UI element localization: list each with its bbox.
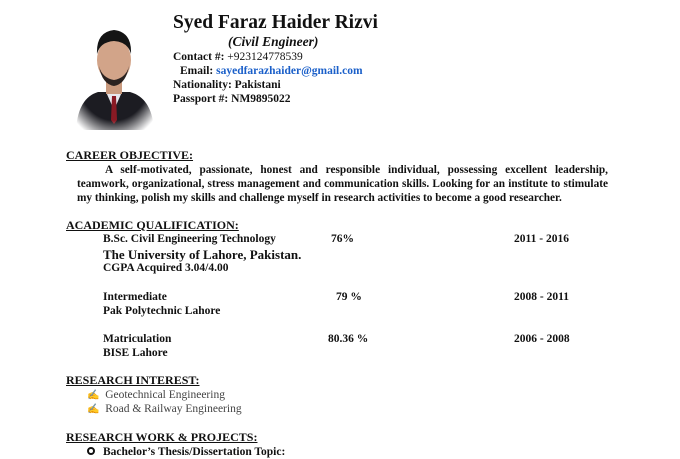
passport: Passport #: NM9895022 xyxy=(173,93,291,105)
job-title: (Civil Engineer) xyxy=(228,34,319,49)
degree: Intermediate xyxy=(103,291,167,303)
contact-label: Contact #: xyxy=(173,51,225,63)
career-objective-text: A self-motivated, passionate, honest and responsible individual, possessing excellent leadership, teamwork, organizational, stress management and communication skills. Looking for an institute to stimulate my thinking, polish my skills and challenge myself in research activities to become a good researcher. xyxy=(77,164,608,204)
contact-line xyxy=(173,51,303,64)
email-line: Email: sayedfarazhaider@gmail.com xyxy=(180,65,363,77)
score: 76% xyxy=(331,233,354,245)
email-label: Email xyxy=(180,65,210,77)
circle-bullet-icon xyxy=(87,447,95,455)
years: 2011 - 2016 xyxy=(514,233,569,245)
years: 2006 - 2008 xyxy=(514,333,570,345)
email-link[interactable]: sayedfarazhaider@gmail.com xyxy=(216,65,363,77)
list-item: ✍ Road & Railway Engineering xyxy=(87,403,242,415)
cgpa: CGPA Acquired 3.04/4.00 xyxy=(103,262,229,274)
degree: Matriculation xyxy=(103,333,172,345)
research-interest-heading: RESEARCH INTEREST: xyxy=(66,373,200,387)
institute: The University of Lahore, Pakistan. xyxy=(103,247,302,262)
nationality: Nationality: Pakistani xyxy=(173,79,281,91)
years: 2008 - 2011 xyxy=(514,291,569,303)
candidate-name: Syed Faraz Haider Rizvi xyxy=(173,12,378,33)
degree: B.Sc. Civil Engineering Technology xyxy=(103,233,276,245)
research-work-heading: RESEARCH WORK & PROJECTS: xyxy=(66,430,258,444)
career-objective-heading: CAREER OBJECTIVE: xyxy=(66,148,194,162)
profile-photo xyxy=(68,10,160,130)
score: 79 % xyxy=(336,291,362,303)
list-item: Bachelor’s Thesis/Dissertation Topic: xyxy=(87,446,285,459)
institute: Pak Polytechnic Lahore xyxy=(103,305,221,317)
writing-hand-icon: ✍ xyxy=(87,404,100,415)
contact-value: +923124778539 xyxy=(227,51,303,63)
score: 80.36 % xyxy=(328,333,369,345)
list-item: ✍ Geotechnical Engineering xyxy=(87,389,225,401)
academic-heading: ACADEMIC QUALIFICATION: xyxy=(66,218,239,232)
institute: BISE Lahore xyxy=(103,347,168,359)
writing-hand-icon: ✍ xyxy=(87,390,100,401)
